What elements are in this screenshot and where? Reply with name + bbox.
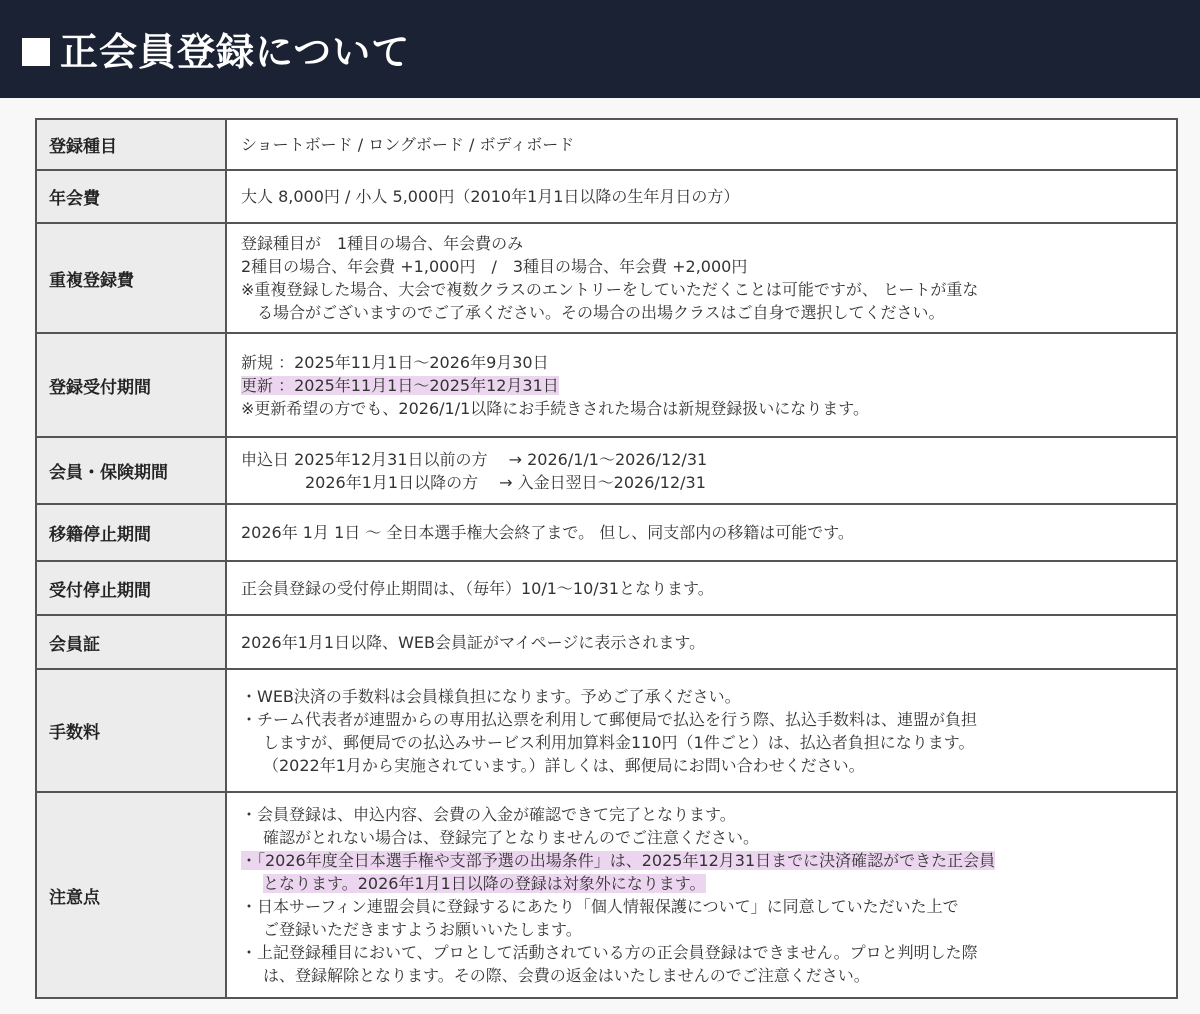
row-label: 移籍停止期間: [36, 504, 226, 561]
table-row: [36, 170, 1177, 223]
table-row: [36, 504, 1177, 561]
content-line: 2種目の場合、年会費 +1,000円 / 3種目の場合、年会費 +2,000円: [241, 257, 748, 276]
content-line: 大人 8,000円 / 小人 5,000円（2010年1月1日以降の生年月日の方）: [241, 187, 740, 206]
table-row: [36, 615, 1177, 669]
content-line: ・チーム代表者が連盟からの専用払込票を利用して郵便局で払込を行う際、払込手数料は、連盟が負担: [241, 709, 978, 729]
registration-info-table: [35, 118, 1178, 999]
content-line: ※更新希望の方でも、2026/1/1以降にお手続きされた場合は新規登録扱いになります。: [241, 398, 869, 418]
header-title: [22, 28, 410, 76]
content-line: ※重複登録した場合、大会で複数クラスのエントリーをしていただくことは可能ですが、 ヒートが重な: [241, 280, 979, 299]
highlighted-text: ・「2026年度全日本選手権や支部予選の出場条件」は、2025年12月31日までに決済確認ができた正会員: [241, 851, 996, 870]
table-row: [36, 561, 1177, 615]
row-content: [226, 504, 1177, 561]
row-content: [226, 223, 1177, 333]
table-row: [36, 792, 1177, 998]
content-line: 正会員登録の受付停止期間は、（毎年）10/1～10/31となります。: [241, 578, 714, 598]
row-label: 手数料: [36, 669, 226, 792]
table-row: [36, 437, 1177, 504]
row-content: [226, 669, 1177, 792]
row-label: 重複登録費: [36, 223, 226, 333]
row-label: 年会費: [36, 170, 226, 223]
content-line: 新規 ：2025年11月1日～2026年9月30日: [241, 352, 549, 372]
content-line: しますが、郵便局での払込みサービス利用加算料金110円（1件ごと）は、払込者負担になります。: [263, 732, 975, 752]
content-line: （2022年1月から実施されています。）詳しくは、郵便局にお問い合わせください。: [263, 755, 865, 775]
row-content: [226, 615, 1177, 669]
row-label: 登録種目: [36, 119, 226, 170]
highlighted-text: となります。2026年1月1日以降の登録は対象外になります。: [263, 874, 706, 893]
row-label: 会員・保険期間: [36, 437, 226, 504]
row-label: 注意点: [36, 792, 226, 998]
page-header: [0, 0, 1200, 98]
row-label: 登録受付期間: [36, 333, 226, 437]
content-line: 登録種目が 1種目の場合、年会費のみ: [241, 234, 524, 253]
highlighted-text: 更新 ：2025年11月1日～2025年12月31日: [241, 375, 559, 395]
square-bullet-icon: [22, 38, 50, 66]
row-content: [226, 792, 1177, 998]
content-line: ショートボード / ロングボード / ボディボード: [241, 135, 575, 154]
content-line: ・日本サーフィン連盟会員に登録するにあたり「個人情報保護について」に同意していただいた上で: [241, 897, 959, 916]
row-content: [226, 119, 1177, 170]
content-line: は、登録解除となります。その際、会費の返金はいたしませんのでご注意ください。: [263, 966, 870, 985]
content-line: 2026年1月1日以降、WEB会員証がマイページに表示されます。: [241, 632, 706, 652]
row-content: [226, 333, 1177, 437]
header-title-text: 正会員登録について: [60, 30, 411, 74]
content-line: 2026年 1月 1日 ～ 全日本選手権大会終了まで。 但し、同支部内の移籍は可能です。: [241, 523, 854, 542]
content-line: 申込日 2025年12月31日以前の方 → 2026/1/1～2026/12/31: [241, 449, 708, 469]
content-line: 確認がとれない場合は、登録完了となりませんのでご注意ください。: [263, 828, 760, 847]
table-row: [36, 669, 1177, 792]
row-content: [226, 437, 1177, 504]
content-line: ・上記登録種目において、プロとして活動されている方の正会員登録はできません。プロと判明した際: [241, 943, 978, 962]
table-row: [36, 223, 1177, 333]
content-line: 2026年1月1日以降の方 → 入金日翌日～2026/12/31: [305, 472, 706, 492]
table-row: [36, 119, 1177, 170]
content-line: ・会員登録は、申込内容、会費の入金が確認できて完了となります。: [241, 805, 736, 824]
table-row: [36, 333, 1177, 437]
row-content: [226, 170, 1177, 223]
content-line: ご登録いただきますようお願いいたします。: [263, 920, 582, 939]
content-line: ・WEB決済の手数料は会員様負担になります。予めご了承ください。: [241, 686, 741, 706]
row-label: 会員証: [36, 615, 226, 669]
content-line: る場合がございますのでご了承ください。その場合の出場クラスはご自身で選択してください。: [257, 303, 945, 322]
row-label: 受付停止期間: [36, 561, 226, 615]
row-content: [226, 561, 1177, 615]
